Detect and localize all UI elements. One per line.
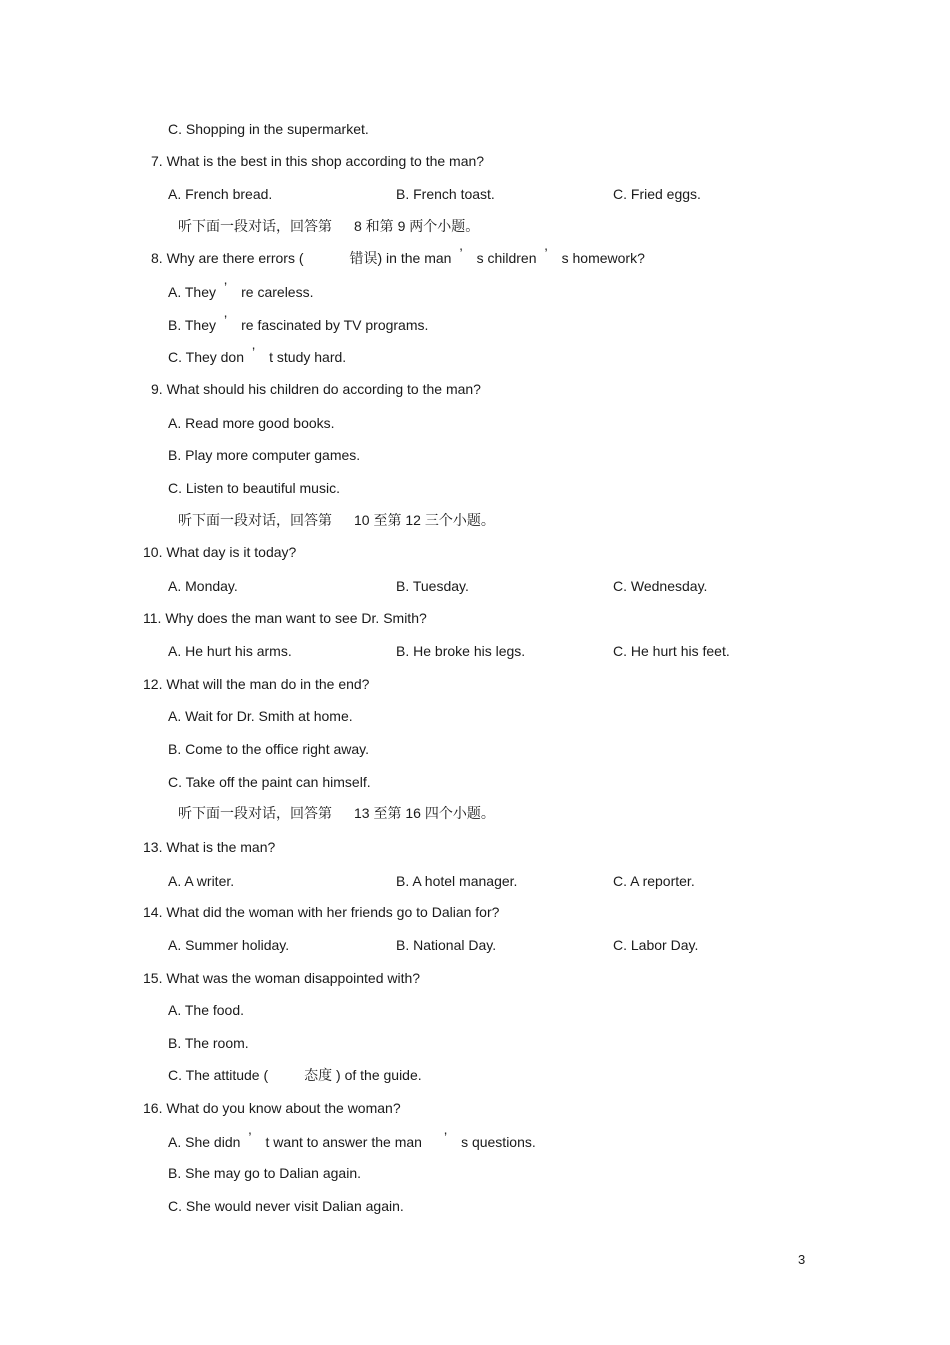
- q11-option-b: B. He broke his legs.: [396, 643, 526, 659]
- q8-option-c-part: C. They don: [168, 349, 245, 365]
- q7-option-c: C. Fried eggs.: [613, 186, 701, 202]
- q8-question: [151, 245, 645, 267]
- apostrophe: ’: [252, 344, 256, 360]
- q12-option-c: C. Take off the paint can himself.: [168, 774, 371, 790]
- apostrophe: ’: [459, 245, 463, 261]
- q10-option-b: B. Tuesday.: [396, 578, 469, 594]
- q8-question-part: 8. Why are there errors (: [151, 250, 304, 266]
- q15-option-a: A. The food.: [168, 1002, 245, 1018]
- q8-option-c: [168, 344, 347, 366]
- q14-option-a: A. Summer holiday.: [168, 937, 290, 953]
- q9-option-b: B. Play more computer games.: [168, 447, 361, 463]
- q8-option-a-part: A. They: [168, 284, 216, 300]
- q16-option-a-part: s questions.: [461, 1134, 536, 1150]
- q16-option-a-part: A. She didn: [168, 1134, 241, 1150]
- instruction-range: 10 至第 12 三个小题。: [354, 512, 495, 528]
- q7-option-a: A. French bread.: [168, 186, 273, 202]
- page-number: 3: [798, 1252, 806, 1267]
- q8-question-part: 错误) in the man: [349, 250, 452, 266]
- instruction-8-9: [178, 217, 479, 235]
- instruction-prefix: 听下面一段对话，回答第: [178, 512, 332, 528]
- q10-option-a: A. Monday.: [168, 578, 238, 594]
- q10-question: 10. What day is it today?: [143, 544, 297, 560]
- q15-question: 15. What was the woman disappointed with?: [143, 970, 421, 986]
- q16-option-b: B. She may go to Dalian again.: [168, 1165, 362, 1181]
- q14-option-b: B. National Day.: [396, 937, 497, 953]
- instruction-range: 8 和第 9 两个小题。: [354, 218, 480, 234]
- q16-option-a: [168, 1129, 536, 1151]
- q15-option-c-part: 态度 ) of the guide.: [304, 1067, 422, 1083]
- q13-option-b: B. A hotel manager.: [396, 873, 518, 889]
- q10-option-c: C. Wednesday.: [613, 578, 708, 594]
- q16-option-c: C. She would never visit Dalian again.: [168, 1198, 404, 1214]
- q7-question: 7. What is the best in this shop according to the man?: [151, 153, 485, 169]
- q6-option-c: C. Shopping in the supermarket.: [168, 121, 369, 137]
- q13-option-c: C. A reporter.: [613, 873, 695, 889]
- apostrophe: ’: [224, 312, 228, 328]
- q14-question: 14. What did the woman with her friends go to Dalian for?: [143, 904, 500, 920]
- instruction-prefix: 听下面一段对话，回答第: [178, 218, 332, 234]
- instruction-10-12: [178, 511, 495, 529]
- q12-question: 12. What will the man do in the end?: [143, 676, 370, 692]
- instruction-range: 13 至第 16 四个小题。: [354, 805, 495, 821]
- q11-option-a: A. He hurt his arms.: [168, 643, 292, 659]
- q15-option-c: [168, 1066, 422, 1084]
- q16-option-a-part: t want to answer the man: [265, 1134, 422, 1150]
- q8-question-part: s homework?: [561, 250, 645, 266]
- q9-option-a: A. Read more good books.: [168, 415, 335, 431]
- q8-option-a: [168, 279, 314, 301]
- q8-option-b-part: B. They: [168, 317, 216, 333]
- q13-option-a: A. A writer.: [168, 873, 235, 889]
- q7-option-b: B. French toast.: [396, 186, 495, 202]
- q8-question-part: s children: [476, 250, 537, 266]
- q12-option-b: B. Come to the office right away.: [168, 741, 370, 757]
- instruction-prefix: 听下面一段对话，回答第: [178, 805, 332, 821]
- q13-question: 13. What is the man?: [143, 839, 276, 855]
- q8-option-b: [168, 312, 429, 334]
- q8-option-c-part: t study hard.: [269, 349, 347, 365]
- instruction-13-16: [178, 804, 495, 822]
- apostrophe: ’: [248, 1129, 252, 1145]
- q8-option-a-part: re careless.: [241, 284, 314, 300]
- q15-option-b: B. The room.: [168, 1035, 249, 1051]
- apostrophe: ’: [544, 245, 548, 261]
- q11-option-c: C. He hurt his feet.: [613, 643, 730, 659]
- q15-option-c-part: C. The attitude (: [168, 1067, 269, 1083]
- q11-question: 11. Why does the man want to see Dr. Smith?: [143, 610, 427, 626]
- q8-option-b-part: re fascinated by TV programs.: [241, 317, 429, 333]
- q14-option-c: C. Labor Day.: [613, 937, 699, 953]
- q16-question: 16. What do you know about the woman?: [143, 1100, 401, 1116]
- apostrophe: ’: [443, 1129, 448, 1145]
- q9-option-c: C. Listen to beautiful music.: [168, 480, 340, 496]
- apostrophe: ’: [224, 279, 228, 295]
- q12-option-a: A. Wait for Dr. Smith at home.: [168, 708, 353, 724]
- q9-question: 9. What should his children do according to the man?: [151, 381, 481, 397]
